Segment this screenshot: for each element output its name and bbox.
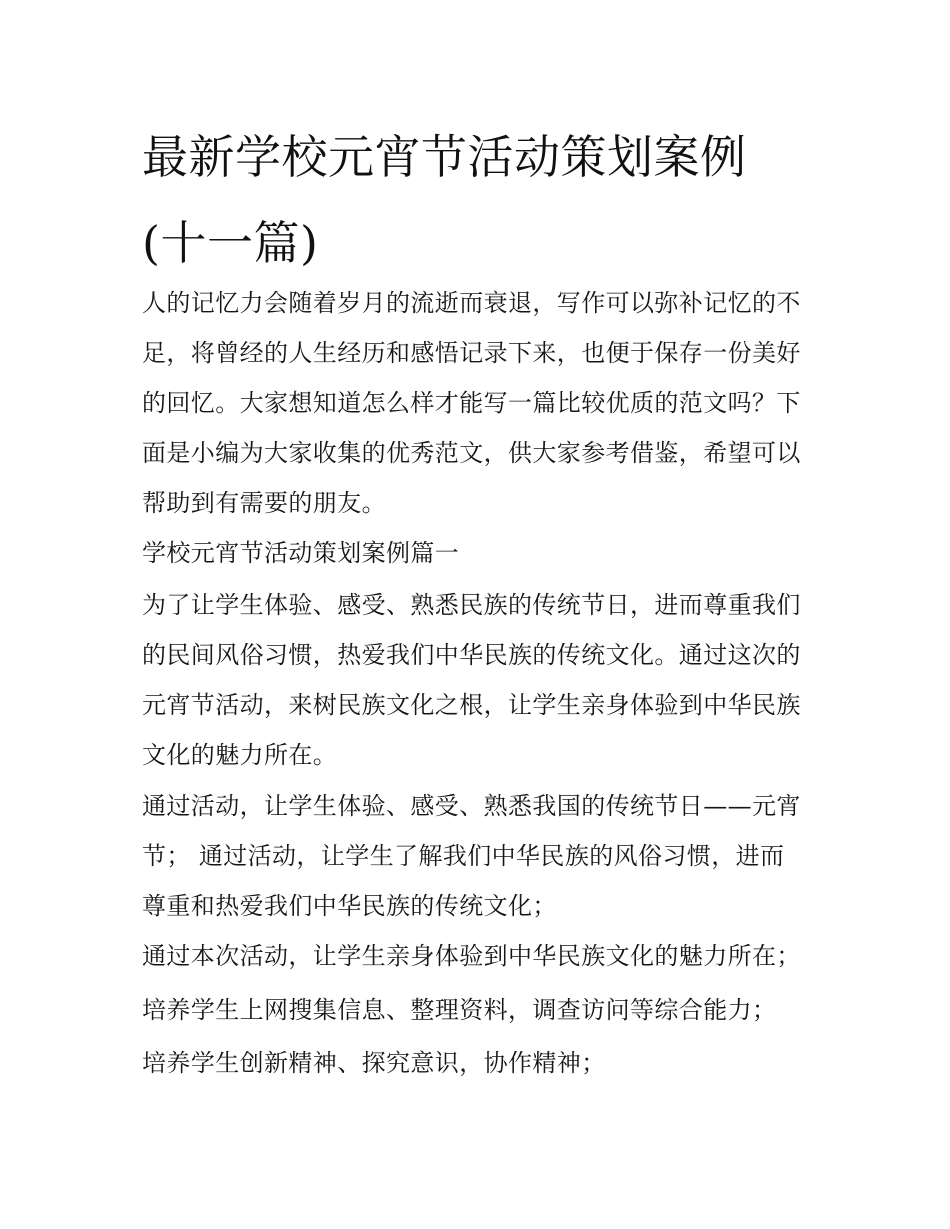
goal-line: 尊重和热爱我们中华民族的传统文化； bbox=[142, 892, 557, 920]
purpose-paragraph bbox=[142, 580, 822, 780]
goal-paragraph bbox=[142, 931, 822, 981]
purpose-line: 文化的魅力所在。 bbox=[142, 741, 338, 769]
goal-line: 培养学生上网搜集信息、整理资料，调查访问等综合能力； bbox=[142, 996, 777, 1024]
intro-line: 足，将曾经的人生经历和感悟记录下来，也便于保存一份美好 bbox=[142, 339, 801, 367]
intro-paragraph bbox=[142, 278, 822, 528]
purpose-line: 元宵节活动，来树民族文化之根，让学生亲身体验到中华民族 bbox=[142, 691, 801, 719]
intro-line: 的回忆。大家想知道怎么样才能写一篇比较优质的范文吗？下 bbox=[142, 389, 801, 417]
document-page bbox=[142, 0, 822, 1229]
goal-line: 培养学生创新精神、探究意识，协作精神； bbox=[142, 1049, 606, 1077]
title-line: (十一篇) bbox=[142, 216, 319, 270]
purpose-line: 的民间风俗习惯，热爱我们中华民族的传统文化。通过这次的 bbox=[142, 641, 801, 669]
document-title bbox=[142, 114, 822, 286]
intro-line: 人的记忆力会随着岁月的流逝而衰退，写作可以弥补记忆的不 bbox=[142, 289, 801, 317]
goal-line: 节； 通过活动，让学生了解我们中华民族的风俗习惯，进而 bbox=[142, 842, 785, 870]
goal-paragraph bbox=[142, 985, 822, 1035]
goal-line: 通过本次活动，让学生亲身体验到中华民族文化的魅力所在； bbox=[142, 942, 801, 970]
title-line: 最新学校元宵节活动策划案例 bbox=[142, 130, 747, 184]
goal-paragraph bbox=[142, 1038, 822, 1088]
goal-line: 通过活动，让学生体验、感受、熟悉我国的传统节日——元宵 bbox=[142, 792, 801, 820]
section-heading-text: 学校元宵节活动策划案例篇一 bbox=[142, 539, 460, 567]
purpose-line: 为了让学生体验、感受、熟悉民族的传统节日，进而尊重我们 bbox=[142, 591, 801, 619]
intro-line: 面是小编为大家收集的优秀范文，供大家参考借鉴，希望可以 bbox=[142, 439, 801, 467]
intro-line: 帮助到有需要的朋友。 bbox=[142, 489, 386, 517]
section-heading bbox=[142, 528, 822, 578]
goal-paragraph bbox=[142, 781, 822, 931]
